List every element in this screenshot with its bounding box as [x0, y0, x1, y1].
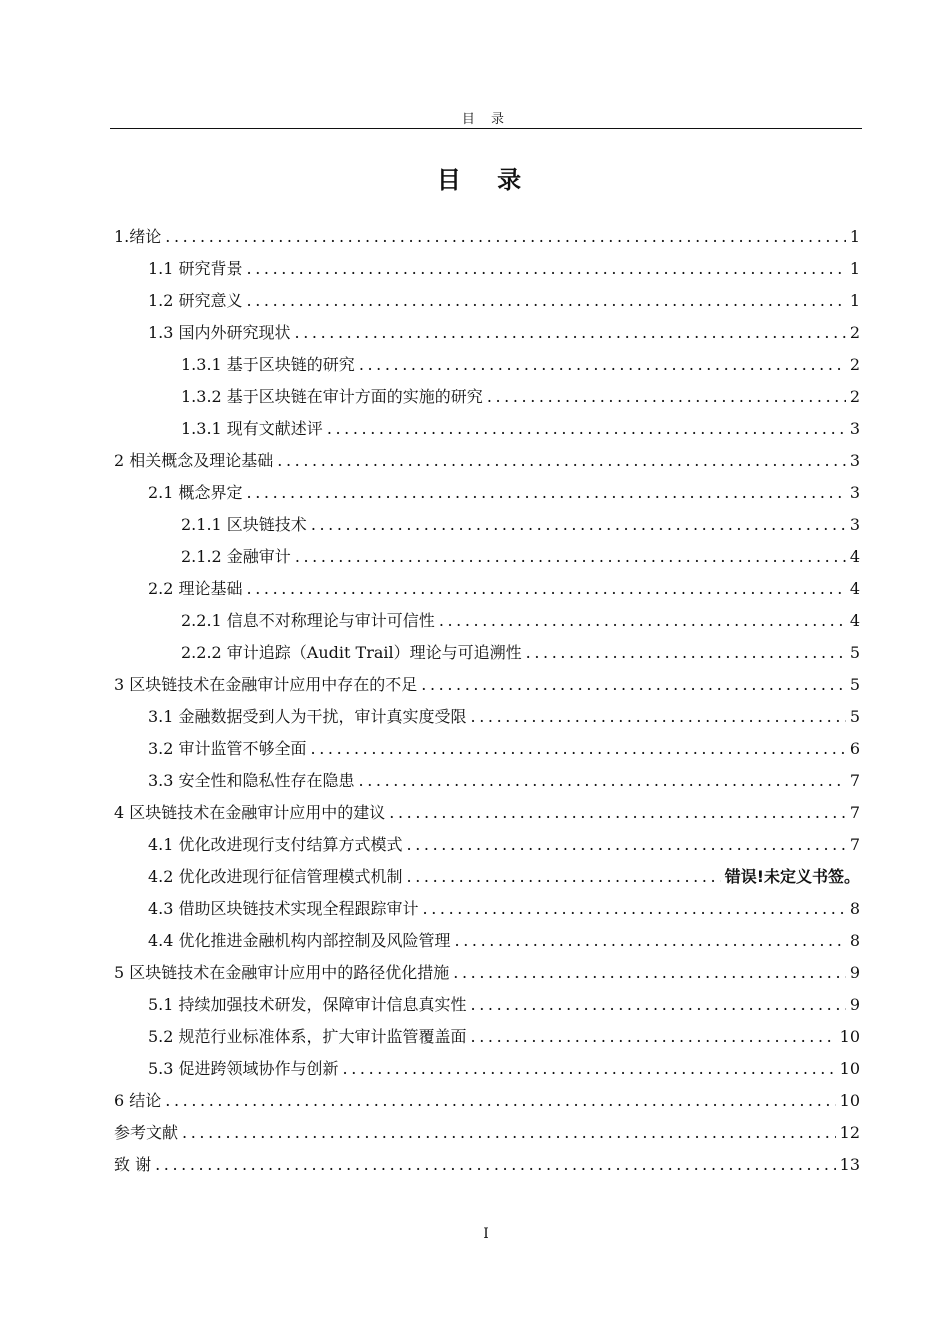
toc-leader-dots: [247, 480, 846, 506]
toc-entry-page: 4: [849, 579, 860, 598]
toc-leader-dots: [359, 768, 846, 794]
toc-entry[interactable]: [114, 1120, 860, 1152]
toc-leader-dots: [277, 448, 846, 474]
toc-entry[interactable]: [114, 864, 860, 896]
toc-entry[interactable]: [114, 608, 860, 640]
toc-entry-page: 1: [849, 291, 860, 310]
toc-leader-dots: [165, 1088, 835, 1114]
toc-entry-page: 8: [849, 899, 860, 918]
toc-entry-label: 1.1 研究背景: [148, 259, 243, 278]
toc-entry-label: 5.1 持续加强技术研发，保障审计信息真实性: [148, 995, 467, 1014]
toc-leader-dots: [389, 800, 846, 826]
header-rule: [110, 128, 862, 129]
toc-leader-dots: [247, 576, 846, 602]
toc-entry-label: 2.1.2 金融审计: [181, 547, 291, 566]
toc-entry-label: 2.2 理论基础: [148, 579, 243, 598]
toc-entry[interactable]: [114, 1152, 860, 1184]
toc-entry-label: 4.2 优化改进现行征信管理模式机制: [148, 867, 403, 886]
toc-leader-dots: [311, 512, 846, 538]
toc-entry-page: 6: [849, 739, 860, 758]
toc-entry-label: 5 区块链技术在金融审计应用中的路径优化措施: [114, 963, 450, 982]
toc-entry-page: 2: [849, 387, 860, 406]
table-of-contents: [114, 224, 860, 1184]
toc-entry-label: 2.2.1 信息不对称理论与审计可信性: [181, 611, 435, 630]
toc-entry[interactable]: [114, 704, 860, 736]
toc-entry[interactable]: [114, 384, 860, 416]
toc-entry[interactable]: [114, 992, 860, 1024]
toc-leader-dots: [421, 672, 846, 698]
toc-entry-label: 6 结论: [114, 1091, 162, 1110]
toc-entry[interactable]: [114, 416, 860, 448]
toc-entry-page: 10: [839, 1027, 860, 1046]
toc-entry-label: 1.2 研究意义: [148, 291, 243, 310]
toc-entry[interactable]: [114, 672, 860, 704]
running-header: 目 录: [461, 112, 511, 127]
toc-leader-dots: [471, 1024, 836, 1050]
toc-leader-dots: [295, 544, 846, 570]
toc-entry-label: 4.3 借助区块链技术实现全程跟踪审计: [148, 899, 419, 918]
toc-entry[interactable]: [114, 512, 860, 544]
toc-leader-dots: [455, 928, 846, 954]
toc-entry[interactable]: [114, 736, 860, 768]
toc-entry[interactable]: [114, 768, 860, 800]
toc-leader-dots: [155, 1152, 836, 1178]
toc-entry-page: 9: [849, 963, 860, 982]
toc-entry-page-error: 错误!未定义书签。: [724, 867, 860, 886]
toc-entry[interactable]: [114, 832, 860, 864]
toc-entry-label: 2.1 概念界定: [148, 483, 243, 502]
toc-entry-label: 5.3 促进跨领域协作与创新: [148, 1059, 339, 1078]
toc-entry[interactable]: [114, 320, 860, 352]
toc-entry-label: 2 相关概念及理论基础: [114, 451, 274, 470]
toc-entry-label: 1.3.1 现有文献述评: [181, 419, 323, 438]
toc-entry[interactable]: [114, 544, 860, 576]
toc-leader-dots: [295, 320, 846, 346]
toc-leader-dots: [526, 640, 846, 666]
toc-entry[interactable]: [114, 288, 860, 320]
toc-entry[interactable]: [114, 1088, 860, 1120]
toc-leader-dots: [407, 832, 846, 858]
toc-entry-page: 1: [849, 227, 860, 246]
toc-entry[interactable]: [114, 1056, 860, 1088]
toc-entry-label: 致 谢: [114, 1155, 152, 1174]
toc-entry-label: 3.2 审计监管不够全面: [148, 739, 307, 758]
toc-entry-page: 5: [849, 643, 860, 662]
toc-entry-label: 2.2.2 审计追踪（Audit Trail）理论与可追溯性: [181, 643, 522, 662]
toc-leader-dots: [311, 736, 846, 762]
toc-entry-page: 2: [849, 323, 860, 342]
toc-entry-page: 8: [849, 931, 860, 950]
toc-entry[interactable]: [114, 256, 860, 288]
toc-leader-dots: [343, 1056, 836, 1082]
toc-entry-label: 4 区块链技术在金融审计应用中的建议: [114, 803, 386, 822]
toc-entry-page: 13: [839, 1155, 860, 1174]
toc-leader-dots: [182, 1120, 836, 1146]
toc-entry[interactable]: [114, 800, 860, 832]
toc-leader-dots: [407, 864, 721, 890]
page-number: I: [483, 1226, 489, 1242]
toc-entry-page: 10: [839, 1059, 860, 1078]
toc-entry-page: 5: [849, 707, 860, 726]
toc-entry-label: 2.1.1 区块链技术: [181, 515, 307, 534]
toc-entry-page: 12: [839, 1123, 860, 1142]
toc-entry-page: 7: [849, 835, 860, 854]
toc-entry[interactable]: [114, 224, 860, 256]
toc-entry-label: 4.1 优化改进现行支付结算方式模式: [148, 835, 403, 854]
toc-entry-label: 1.3 国内外研究现状: [148, 323, 291, 342]
toc-leader-dots: [487, 384, 846, 410]
toc-entry-page: 9: [849, 995, 860, 1014]
toc-entry-label: 参考文献: [114, 1123, 179, 1142]
toc-entry-page: 2: [849, 355, 860, 374]
toc-leader-dots: [247, 256, 846, 282]
toc-entry-label: 1.绪论: [114, 227, 162, 246]
toc-leader-dots: [439, 608, 846, 634]
toc-entry-label: 3.3 安全性和隐私性存在隐患: [148, 771, 355, 790]
toc-entry-label: 3.1 金融数据受到人为干扰，审计真实度受限: [148, 707, 467, 726]
toc-leader-dots: [423, 896, 846, 922]
toc-leader-dots: [359, 352, 846, 378]
toc-entry[interactable]: [114, 896, 860, 928]
toc-entry[interactable]: [114, 640, 860, 672]
toc-leader-dots: [247, 288, 846, 314]
toc-entry[interactable]: [114, 448, 860, 480]
toc-entry-page: 7: [849, 803, 860, 822]
toc-entry-label: 4.4 优化推进金融机构内部控制及风险管理: [148, 931, 451, 950]
toc-leader-dots: [471, 992, 846, 1018]
toc-leader-dots: [165, 224, 846, 250]
toc-leader-dots: [453, 960, 846, 986]
toc-entry-page: 4: [849, 611, 860, 630]
toc-entry-page: 1: [849, 259, 860, 278]
toc-entry-label: 3 区块链技术在金融审计应用中存在的不足: [114, 675, 418, 694]
toc-entry-page: 3: [849, 483, 860, 502]
toc-entry-page: 5: [849, 675, 860, 694]
toc-entry[interactable]: [114, 928, 860, 960]
toc-entry-label: 5.2 规范行业标准体系，扩大审计监管覆盖面: [148, 1027, 467, 1046]
toc-entry-page: 3: [849, 515, 860, 534]
toc-entry-page: 10: [839, 1091, 860, 1110]
toc-entry-label: 1.3.2 基于区块链在审计方面的实施的研究: [181, 387, 483, 406]
toc-entry-page: 4: [849, 547, 860, 566]
toc-entry[interactable]: [114, 960, 860, 992]
toc-entry-label: 1.3.1 基于区块链的研究: [181, 355, 355, 374]
toc-entry-page: 7: [849, 771, 860, 790]
toc-leader-dots: [471, 704, 846, 730]
toc-entry[interactable]: [114, 480, 860, 512]
toc-entry[interactable]: [114, 576, 860, 608]
toc-entry-page: 3: [849, 419, 860, 438]
page-title: 目 录: [436, 166, 536, 194]
toc-entry[interactable]: [114, 1024, 860, 1056]
toc-entry[interactable]: [114, 352, 860, 384]
toc-leader-dots: [327, 416, 846, 442]
toc-entry-page: 3: [849, 451, 860, 470]
